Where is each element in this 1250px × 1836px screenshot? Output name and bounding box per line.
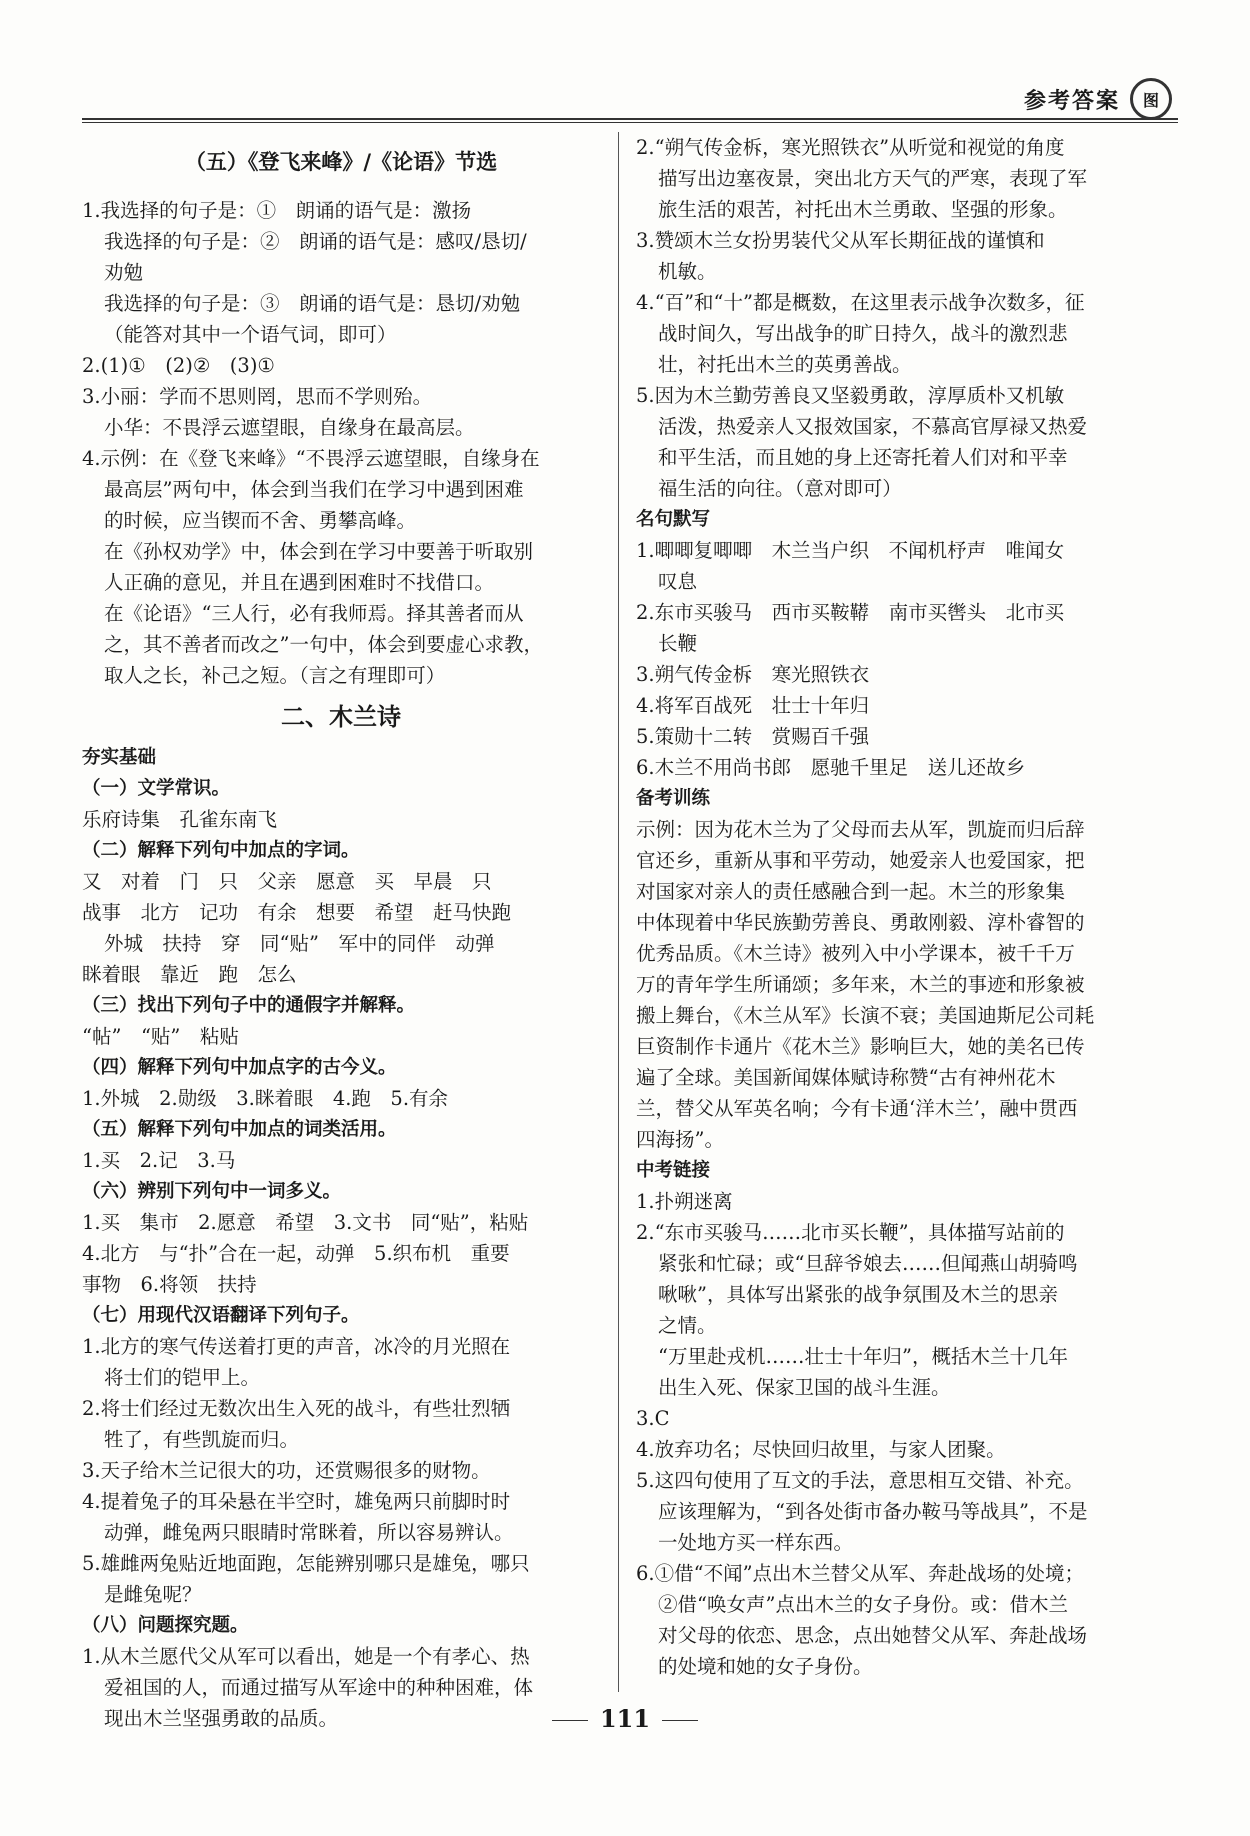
text-line: 是雌兔呢？ — [104, 1583, 202, 1606]
section-heading: （六）辨别下列句中一词多义。 — [82, 1181, 342, 1202]
section-heading: 夯实基础 — [82, 747, 157, 768]
text-line: 眯着眼 靠近 跑 怎么 — [82, 963, 297, 986]
text-line: 6.①借“不闻”点出木兰替父从军、奔赴战场的处境； — [636, 1562, 1085, 1585]
text-line: 我选择的句子是：③ 朗诵的语气是：恳切/劝勉 — [104, 292, 521, 315]
text-line: 劝勉 — [104, 261, 144, 284]
text-line: 将士们的铠甲上。 — [104, 1366, 261, 1389]
text-line: 4.提着兔子的耳朵悬在半空时，雄兔两只前脚时时 — [82, 1490, 511, 1513]
text-line: 3.小丽：学而不思则罔，思而不学则殆。 — [82, 385, 433, 408]
section-heading: 名句默写 — [636, 509, 711, 530]
text-line: 万的青年学生所诵颂；多年来，木兰的事迹和形象被 — [636, 973, 1085, 996]
text-line: 最高层”两句中，体会到当我们在学习中遇到困难 — [104, 478, 524, 501]
text-line: 紧张和忙碌；或“旦辞爷娘去……但闻燕山胡骑鸣 — [658, 1252, 1078, 1275]
text-line: 的处境和她的女子身份。 — [658, 1655, 873, 1678]
text-line: 四海扬”。 — [636, 1128, 724, 1151]
text-line: 动弹，雌兔两只眼睛时常眯着，所以容易辨认。 — [104, 1521, 514, 1544]
text-line: 壮，衬托出木兰的英勇善战。 — [658, 353, 912, 376]
text-line: 兰，替父从军英名响；今有卡通‘洋木兰’，融中贯西 — [636, 1097, 1078, 1120]
text-line: 小华：不畏浮云遮望眼，自缘身在最高层。 — [104, 416, 475, 439]
section-heading: 备考训练 — [636, 788, 711, 809]
section-heading: （四）解释下列句中加点字的古今义。 — [82, 1057, 397, 1078]
section-heading: （七）用现代汉语翻译下列句子。 — [82, 1305, 360, 1326]
text-line: 3.C — [636, 1407, 670, 1430]
text-line: 一处地方买一样东西。 — [658, 1531, 854, 1554]
text-line: 2.“东市买骏马……北市买长鞭”，具体描写站前的 — [636, 1221, 1065, 1244]
text-line: 1.买 2.记 3.马 — [82, 1149, 236, 1172]
text-line: 示例：因为花木兰为了父母而去从军，凯旋而归后辞 — [636, 818, 1085, 841]
text-line: 外城 扶持 穿 同“贴” 军中的同伴 动弹 — [104, 932, 495, 955]
text-line: 4.“百”和“十”都是概数，在这里表示战争次数多，征 — [636, 291, 1085, 314]
section-heading: （一）文学常识。 — [82, 778, 231, 799]
section-heading: （三）找出下列句子中的通假字并解释。 — [82, 995, 416, 1016]
text-line: 在《论语》“三人行，必有我师焉。择其善者而从 — [104, 602, 524, 625]
text-line: 5.策勋十二转 赏赐百千强 — [636, 725, 870, 748]
text-line: 旅生活的艰苦，衬托出木兰勇敢、坚强的形象。 — [658, 198, 1068, 221]
text-line: 在《孙权劝学》中，体会到在学习中要善于听取别 — [104, 540, 534, 563]
text-line: 之，其不善者而改之”一句中，体会到要虚心求教， — [104, 633, 543, 656]
text-line: 巨资制作卡通片《花木兰》影响巨大，她的美名已传 — [636, 1035, 1085, 1058]
text-line: 2.东市买骏马 西市买鞍鞯 南市买辔头 北市买 — [636, 601, 1065, 624]
text-line: 1.我选择的句子是：① 朗诵的语气是：激扬 — [82, 199, 472, 222]
text-line: 遍了全球。美国新闻媒体赋诗称赞“古有神州花木 — [636, 1066, 1056, 1089]
section-title: 二、木兰诗 — [281, 702, 401, 731]
text-line: “万里赴戎机……壮士十年归”，概括木兰十几年 — [658, 1345, 1068, 1368]
text-line: 1.外城 2.勋级 3.眯着眼 4.跑 5.有余 — [82, 1087, 449, 1110]
text-line: 中体现着中华民族勤劳善良、勇敢刚毅、淳朴睿智的 — [636, 911, 1085, 934]
page-header — [82, 78, 1178, 126]
text-line: 应该理解为，“到各处街市备办鞍马等战具”，不是 — [658, 1500, 1088, 1523]
text-line: 4.放弃功名；尽快回归故里，与家人团聚。 — [636, 1438, 1006, 1461]
text-line: 1.唧唧复唧唧 木兰当户织 不闻机杼声 唯闻女 — [636, 539, 1065, 562]
text-line: 5.因为木兰勤劳善良又坚毅勇敢，淳厚质朴又机敏 — [636, 384, 1065, 407]
section-title: （五）《登飞来峰》/《论语》节选 — [184, 149, 498, 174]
text-line: 现出木兰坚强勇敢的品质。 — [104, 1707, 339, 1730]
section-heading: （二）解释下列句中加点的字词。 — [82, 840, 360, 861]
text-line: 1.从木兰愿代父从军可以看出，她是一个有孝心、热 — [82, 1645, 530, 1668]
text-line: 取人之长，补己之短。（言之有理即可） — [104, 664, 446, 687]
text-line: 乐府诗集 孔雀东南飞 — [82, 808, 278, 831]
text-line: 6.木兰不用尚书郎 愿驰千里足 送儿还故乡 — [636, 756, 1026, 779]
text-line: 又 对着 门 只 父亲 愿意 买 早晨 只 — [82, 870, 492, 893]
text-line: 3.天子给木兰记很大的功，还赏赐很多的财物。 — [82, 1459, 491, 1482]
text-line: 对父母的依恋、思念，点出她替父从军、奔赴战场 — [658, 1624, 1088, 1647]
text-line: 活泼，热爱亲人又报效国家，不慕高官厚禄又热爱 — [658, 415, 1088, 438]
text-line: “帖” “贴” 粘贴 — [82, 1025, 239, 1048]
text-line: 5.这四句使用了互文的手法，意思相互交错、补充。 — [636, 1469, 1084, 1492]
text-line: 的时候，应当锲而不舍、勇攀高峰。 — [104, 509, 417, 532]
text-line: 牲了，有些凯旋而归。 — [104, 1428, 300, 1451]
text-line: 4.示例：在《登飞来峰》“不畏浮云遮望眼，自缘身在 — [82, 447, 540, 470]
text-line: 搬上舞台，《木兰从军》长演不衰；美国迪斯尼公司耗 — [636, 1004, 1095, 1027]
text-line: ②借“唤女声”点出木兰的女子身份。或：借木兰 — [658, 1593, 1068, 1616]
text-line: 5.雄雌两兔贴近地面跑，怎能辨别哪只是雄兔，哪只 — [82, 1552, 530, 1575]
text-line: 4.将军百战死 壮士十年归 — [636, 694, 870, 717]
text-line: 我选择的句子是：② 朗诵的语气是：感叹/恳切/ — [104, 230, 527, 253]
text-line: 官还乡，重新从事和平劳动，她爱亲人也爱国家，把 — [636, 849, 1085, 872]
text-line: 1.扑朔迷离 — [636, 1190, 733, 1213]
header-rule — [82, 118, 1178, 120]
text-line: 2.“朔气传金柝，寒光照铁衣”从听觉和视觉的角度 — [636, 136, 1065, 159]
text-line: 描写出边塞夜景，突出北方天气的严寒，表现了军 — [658, 167, 1088, 190]
text-line: 事物 6.将领 扶持 — [82, 1273, 257, 1296]
text-line: 出生入死、保家卫国的战斗生涯。 — [658, 1376, 951, 1399]
text-line: 对国家对亲人的责任感融合到一起。木兰的形象集 — [636, 880, 1066, 903]
section-heading: （八）问题探究题。 — [82, 1615, 249, 1636]
right-column — [636, 132, 1154, 1682]
text-line: 长鞭 — [658, 632, 698, 655]
text-line: 3.朔气传金柝 寒光照铁衣 — [636, 663, 870, 686]
text-line: 人正确的意见，并且在遇到困难时不找借口。 — [104, 571, 495, 594]
text-line: 战时间久，写出战争的旷日持久，战斗的激烈悲 — [658, 322, 1068, 345]
section-heading: 中考链接 — [636, 1160, 711, 1181]
text-line: 之情。 — [658, 1314, 717, 1337]
text-line: 和平生活，而且她的身上还寄托着人们对和平幸 — [658, 446, 1068, 469]
text-line: 2.将士们经过无数次出生入死的战斗，有些壮烈牺 — [82, 1397, 511, 1420]
header-title: 参考答案 — [1023, 89, 1120, 114]
text-line: 1.买 集市 2.愿意 希望 3.文书 同“贴”，粘贴 — [82, 1211, 529, 1234]
text-line: 爱祖国的人，而通过描写从军途中的种种困难，体 — [104, 1676, 534, 1699]
left-column — [82, 132, 600, 1734]
text-line: 机敏。 — [658, 260, 717, 283]
text-line: （能答对其中一个语气词，即可） — [104, 323, 397, 346]
text-line: 优秀品质。《木兰诗》被列入中小学课本，被千千万 — [636, 942, 1075, 965]
text-line: 4.北方 与“扑”合在一起，动弹 5.织布机 重要 — [82, 1242, 510, 1265]
text-line: 福生活的向往。（意对即可） — [658, 477, 902, 500]
column-divider — [618, 132, 619, 1692]
text-line: 3.赞颂木兰女扮男装代父从军长期征战的谨慎和 — [636, 229, 1045, 252]
text-line: 2.(1)① (2)② (3)① — [82, 354, 275, 377]
header-rule-thin — [82, 122, 1178, 123]
text-line: 1.北方的寒气传送着打更的声音，冰冷的月光照在 — [82, 1335, 511, 1358]
section-heading: （五）解释下列句中加点的词类活用。 — [82, 1119, 397, 1140]
page-footer — [0, 1704, 1250, 1733]
text-line: 叹息 — [658, 570, 698, 593]
text-line: 战事 北方 记功 有余 想要 希望 赶马快跑 — [82, 901, 512, 924]
page-number: 111 — [599, 1704, 651, 1733]
text-line: 啾啾”，具体写出紧张的战争氛围及木兰的思亲 — [658, 1283, 1058, 1306]
header-logo-icon: 图 — [1130, 78, 1172, 120]
